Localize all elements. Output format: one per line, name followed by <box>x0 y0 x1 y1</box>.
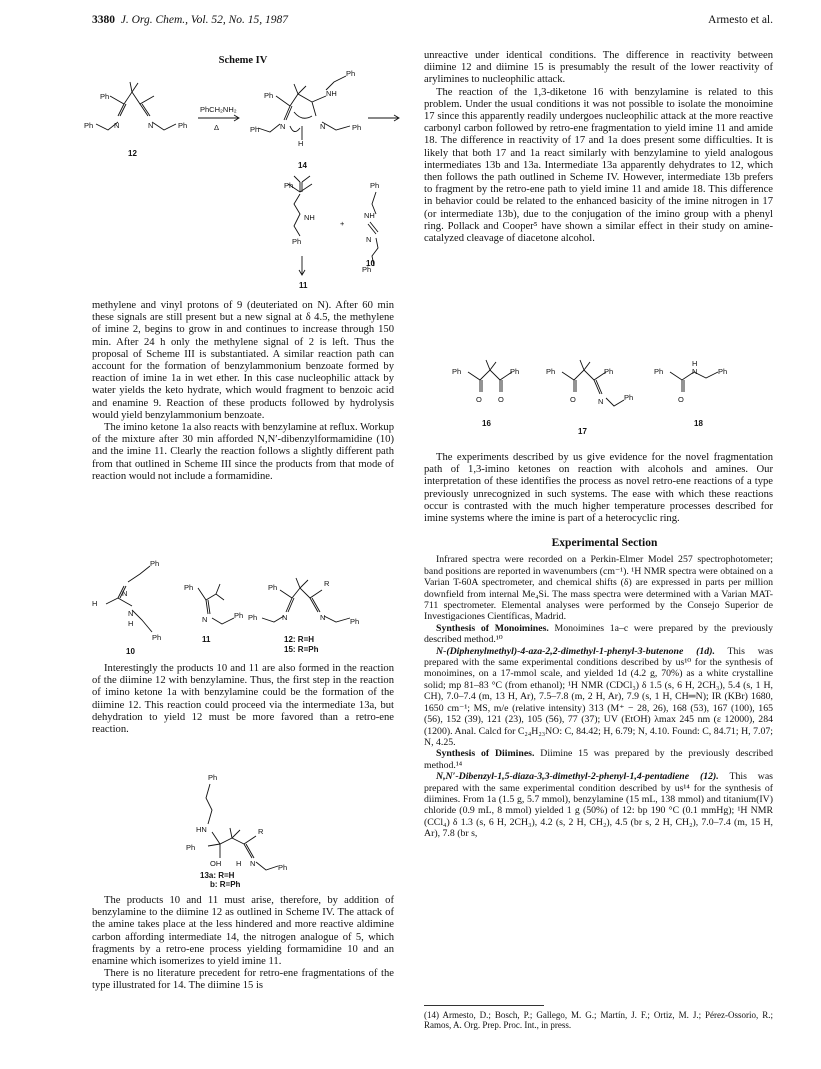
svg-text:Ph: Ph <box>178 121 188 130</box>
left-paragraph-1: methylene and vinyl protons of 9 (deuteriated on N). After 60 min these signals are still present but a new signal at δ 4.5, the methylene of imine 2, begins to grow in and continues to increase through 150 min. After 24 h only the methylene signal of 2 is left. Thus the proposal of Scheme III is substantiated. A similar reaction path can account for the formation of benzylammonium benzoate formed by reaction of imine 1a in wet ether. In this case nucleophilic attack by water yields the keto hydrate, which would fragment to benzoic acid and enamine 9. Reaction of these products followed by hydrolysis would yield benzylammonium benzoate. <box>92 300 394 421</box>
structures-10-11-12-15 <box>88 560 398 664</box>
svg-text:Ph: Ph <box>186 843 196 852</box>
footnote-rule <box>424 1005 544 1006</box>
left-column-bottom <box>92 895 394 993</box>
svg-text:Ph: Ph <box>284 181 294 190</box>
svg-text:O: O <box>678 395 684 404</box>
svg-text:Ph: Ph <box>654 367 664 376</box>
right-paragraph-2: The reaction of the 1,3-diketone 16 with benzylamine is related to this problem. Under the usual conditions it was not possible to isolate the monoimine 17 since this apparently readily undergoes nucleophilic attack at the more reactive carbonyl carbon followed by retro-ene fragmentation to yield imine 11 and amide 18. The difference in reactivity of 17 and 1a does present some difficulties. It is likely that both 17 and 1a react similarly with benzylamine to yield analogous intermediates 13b and 13a. Intermediate 13a apparently dehydrates to 12, which then follows the path outlined in Scheme IV. However, intermediate 13b prefers to fragment by the retro-ene path to yield imine 11 and amide 18. This difference in behavior could be related to the enhanced basicity of the imine nitrogen in 17 (or intermediate 13b), due to the conjugation of the imino group with a phenyl ring. Pollack and Cooper⁵ have shown a similar effect in their study on amine-catalyzed cleavage of diacetone alcohol. <box>424 86 773 245</box>
svg-text:N: N <box>202 615 208 624</box>
structures-16-17-18 <box>448 350 748 440</box>
header-authors: Armesto et al. <box>708 14 773 26</box>
svg-text:Ph: Ph <box>152 633 162 642</box>
left-column-middle <box>92 663 394 736</box>
label-16: 16 <box>482 419 491 428</box>
svg-text:N: N <box>148 121 154 130</box>
svg-text:HN: HN <box>196 825 207 834</box>
arrow-condition: Δ <box>214 123 220 132</box>
svg-text:14: 14 <box>298 161 307 170</box>
svg-text:Ph: Ph <box>184 583 194 592</box>
compound-12-heading: N,N′-Dibenzyl-1,5-diaza-3,3-dimethyl-2-phenyl-1,4-pentadiene (12). <box>436 771 719 783</box>
monoimines-heading: Synthesis of Monoimines. <box>436 622 549 634</box>
svg-text:Ph: Ph <box>292 237 302 246</box>
right-paragraph-3: The experiments described by us give evidence for the novel fragmentation path of 1,3-imino ketones on reaction with alcohols and amines. Our interpretation of these identifies the process as novel retro-ene reactions of a type previously unrecognized in such systems. The ease with which these reactions occur is contrasted with the much higher temperature processes described for imine systems where the imine is part of a heterocyclic ring. <box>424 452 773 525</box>
svg-text:Ph: Ph <box>452 367 462 376</box>
svg-text:Ph: Ph <box>250 125 260 134</box>
svg-text:Ph: Ph <box>208 773 218 782</box>
label-10: 10 <box>126 647 135 656</box>
svg-text:N: N <box>122 589 128 598</box>
svg-text:OH: OH <box>210 859 222 868</box>
compound-1d-text: This was prepared with the same experimental conditions described by us¹⁰ for the synthesis of monoimines, on a 17-mmol scale, and yielded 1d (4.2 g, 70%) as a white crystalline solid; mp 81–83 °C (from ethanol); ¹H NMR (CDCl₃) δ 1.5 (s, 6 H, 2CH₃), 5.4 (s, 1 H, CH), 7.0–7.4 (m, 13 H, Ar), 7.5–7.8 (m, 2 H, Ar), 7.9 (s, 1 H, CH═N); IR (KBr) 1680, 1650 cm⁻¹; MS, m/e (relative intensity) 313 (M⁺ − 28, 26), 168 (53), 167 (100), 165 (56), 152 (39), 121 (23), 105 (56), 77 (37); UV (EtOH) λmax 245 nm (ε 12000), 284 (1200). Anal. Calcd for C₂₄H₂₃NO: C, 84.42; H, 6.79; N, 4.10. Found: C, 84.71; H, 7.07; N, 4.25. <box>424 645 774 748</box>
experimental-paragraph-1: Infrared spectra were recorded on a Perkin-Elmer Model 257 spectrophotometer; band positions are reported in wavenumbers (cm⁻¹). ¹H NMR spectra were obtained on a Varian T-60A spectrometer, and chemical shifts (δ) are expressed in parts per million downfield from internal Me₄Si. The mass spectra were determined with a Varian MAT-711 spectrometer. Elemental analyses were performed by the Consejo Superior de Investigaciones Científicas, Madrid. <box>424 554 773 623</box>
svg-text:10: 10 <box>366 259 375 268</box>
svg-text:12: 12 <box>128 149 137 158</box>
svg-text:Ph: Ph <box>264 91 274 100</box>
svg-text:11: 11 <box>299 281 308 290</box>
svg-text:Ph: Ph <box>510 367 520 376</box>
left-paragraph-4: The products 10 and 11 must arise, therefore, by addition of benzylamine to the diimine 12 as outlined in Scheme IV. The attack of the amine takes place at the less hindered and more reactive aldimine carbon affording intermediate 14, the nitrogen analogue of 5, which fragments by a retro-ene process yielding formamidine 10 and an enamine which isomerizes to yield imine 11. <box>92 895 394 968</box>
svg-text:H: H <box>692 359 698 368</box>
svg-text:N: N <box>320 122 326 131</box>
svg-text:H: H <box>298 139 304 148</box>
svg-text:O: O <box>498 395 504 404</box>
label-15: 15: R=Ph <box>284 645 319 654</box>
label-18: 18 <box>694 419 703 428</box>
label-12: 12: R=H <box>284 635 315 644</box>
svg-text:R: R <box>324 579 330 588</box>
compound-12-text: This was prepared with the same experimental condition described by us¹⁴ for the synthesis of diimines. From 1a (1.5 g, 5.7 mmol), benzylamine (15 mL, 138 mmol) and titanium(IV) chloride (0.9 mL, 8 mmol) yielded 1 g (50%) of 12: bp 190 °C (0.1 mmHg); ¹H NMR (CCl₄) δ 1.3 (s, 6 H, 2CH₃), 4.2 (s, 2 H, CH₂), 4.5 (br s, 2 H, CH₂), 7.0–7.4 (m, 15 H, Ar), 7.8 (br s, <box>424 771 773 840</box>
right-column-top <box>424 50 773 245</box>
experimental-section-heading: Experimental Section <box>551 537 658 550</box>
svg-text:Ph: Ph <box>718 367 728 376</box>
svg-text:+: + <box>340 219 345 228</box>
svg-text:N: N <box>128 609 134 618</box>
svg-text:N: N <box>250 859 256 868</box>
label-17: 17 <box>578 427 587 436</box>
svg-text:Ph: Ph <box>362 265 372 274</box>
left-column-top <box>92 300 394 483</box>
scheme-iv-figure <box>80 66 410 298</box>
left-paragraph-3: Interestingly the products 10 and 11 are also formed in the reaction of the diimine 12 with benzylamine. Thus, the first step in the reaction of imino ketone 1a with benzylamine could be the formation of the diimine 12. This reaction could proceed via the intermediate 13a, but dehydration to yield 12 must be more favored than a retro-ene reaction. <box>92 663 394 736</box>
svg-text:N: N <box>280 122 286 131</box>
svg-text:Ph: Ph <box>84 121 94 130</box>
label-13b: b: R=Ph <box>210 880 241 889</box>
left-paragraph-2: The imino ketone 1a also reacts with benzylamine at reflux. Workup of the mixture after 30 min afforded N,N′-dibenzylformamidine (10) and the imine 11. Clearly the reaction follows a slightly different path from that outlined in Scheme III since the products from that mode of reaction would not include a formamidine. <box>92 422 394 482</box>
structure-13 <box>170 770 320 882</box>
page-header <box>92 14 773 30</box>
svg-text:Ph: Ph <box>268 583 278 592</box>
compound-1d-heading: N-(Diphenylmethyl)-4-aza-2,2-dimethyl-1-phenyl-3-butenone (1d). <box>436 645 715 657</box>
diimines-text: Diimine 15 was prepared by the previously described method.¹⁴ <box>424 748 773 771</box>
svg-text:Ph: Ph <box>248 613 258 622</box>
svg-text:Ph: Ph <box>346 69 356 78</box>
svg-text:N: N <box>114 121 120 130</box>
svg-text:R: R <box>258 827 264 836</box>
svg-text:N: N <box>692 367 698 376</box>
svg-text:NH: NH <box>364 211 375 220</box>
svg-text:Ph: Ph <box>150 560 160 568</box>
label-11: 11 <box>202 635 211 644</box>
scheme-title: Scheme IV <box>218 55 268 66</box>
svg-text:NH: NH <box>304 213 315 222</box>
svg-text:H: H <box>128 619 134 628</box>
label-13a: 13a: R=H <box>200 871 235 880</box>
footnote-14: (14) Armesto, D.; Bosch, P.; Gallego, M. G.; Martín, J. F.; Ortiz, M. J.; Pérez-Ossorio, R.; Ramos, A. Org. Prep. Proc. Int., in press. <box>424 1010 773 1031</box>
header-left <box>92 14 288 26</box>
svg-text:H: H <box>236 859 242 868</box>
svg-text:Ph: Ph <box>234 611 244 620</box>
page-number: 3380 <box>92 14 115 26</box>
journal-citation: J. Org. Chem., Vol. 52, No. 15, 1987 <box>120 14 289 26</box>
svg-text:Ph: Ph <box>604 367 614 376</box>
svg-text:N: N <box>282 613 288 622</box>
svg-text:H: H <box>92 599 98 608</box>
svg-text:N: N <box>598 397 604 406</box>
svg-text:N: N <box>366 235 372 244</box>
svg-text:Ph: Ph <box>546 367 556 376</box>
diimines-heading: Synthesis of Diimines. <box>436 748 535 760</box>
svg-text:Ph: Ph <box>350 617 360 626</box>
arrow-reagent: PhCH₂NH₂ <box>200 105 237 114</box>
svg-text:Ph: Ph <box>352 123 362 132</box>
svg-text:Ph: Ph <box>624 393 634 402</box>
svg-text:Ph: Ph <box>370 181 380 190</box>
svg-text:O: O <box>476 395 482 404</box>
svg-text:Ph: Ph <box>100 92 110 101</box>
svg-text:NH: NH <box>326 89 337 98</box>
monoimines-text: Monoimines 1a–c were prepared by the previously described method.¹⁰ <box>424 622 773 646</box>
svg-text:Ph: Ph <box>278 863 288 872</box>
left-paragraph-5: There is no literature precedent for retro-ene fragmentations of the type illustrated for 14. The diimine 15 is <box>92 968 394 992</box>
svg-text:O: O <box>570 395 576 404</box>
right-column-middle <box>424 452 773 840</box>
svg-text:N: N <box>320 613 326 622</box>
right-paragraph-1: unreactive under identical conditions. The difference in reactivity between diimine 12 and diimine 15 is presumably the result of the lower reactivity of arylimines to nucleophilic attack. <box>424 50 773 86</box>
